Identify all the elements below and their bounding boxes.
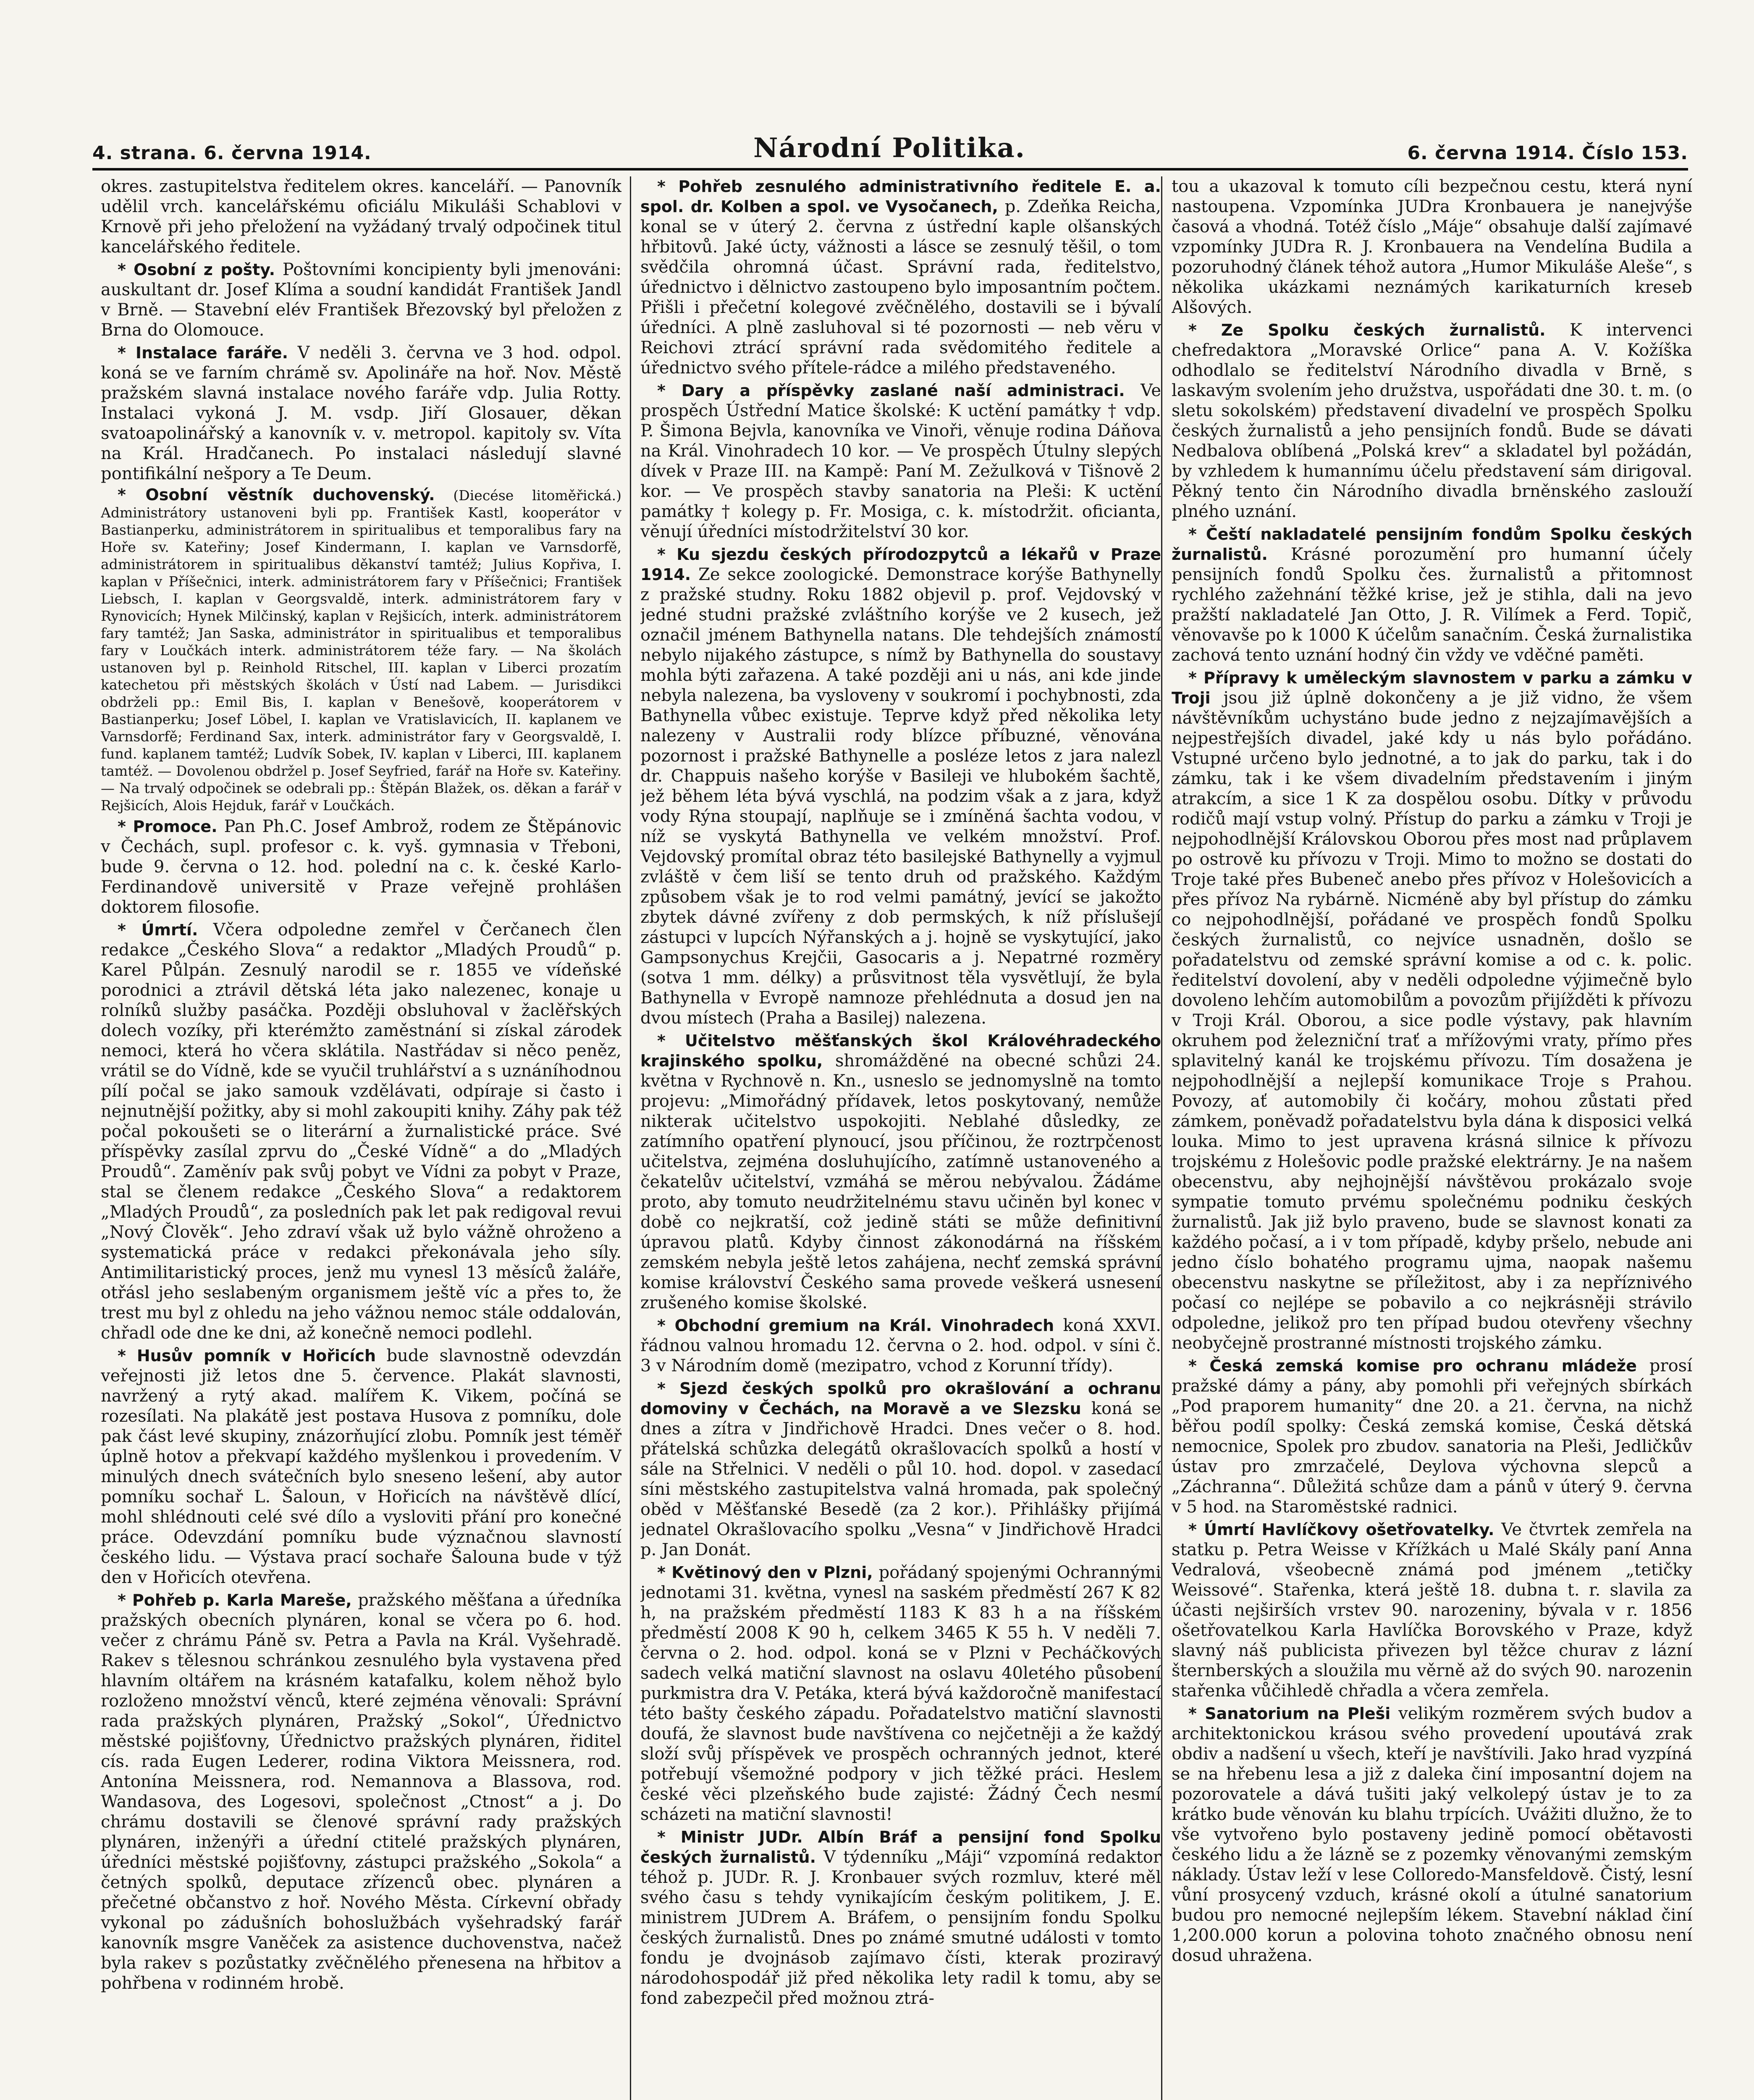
article-body: tou a ukazoval k tomuto cíli bezpečnou cestu, která nyní nastoupena. Vzpomínka JUDra Kronbauera je nanejvýše časová a vhodná. Totéž číslo „Máje“ obsahuje další zajímavé vzpomínky JUDra R. J. Kronbauera na Vendelína Budila a pozoruhodný článek téhož autora „Humor Mikuláše Aleše“, s několika ukázkami neznámých karikaturních kreseb Alšových.	[1172, 177, 1692, 317]
page-header	[92, 126, 1688, 164]
article-headline: * Osobní z pošty.	[118, 260, 275, 279]
article-paragraph	[640, 1315, 1161, 1376]
article-body: Ze sekce zoologické. Demonstrace korýše Bathynelly z pražské studny. Roku 1882 objevil p. prof. Vejdovský v jedné studni pražské zvláštního korýše ve 2 kusech, jež označil jménem Bathynella natans. Dle tehdejších známostí nebylo nijakého zástupce, s nímž by Bathynella do soustavy mohla býti zařazena. A také později ani u nás, ani kde jinde nebyla nalezena, ba vysloveny v soukromí i pochybnosti, zda Bathynella vůbec existuje. Teprve když před několika lety nalezeny v Australii rody blízce příbuzné, věnována pozornost i pražské Bathynelle a posléze letos z jara nalezl dr. Chappuis našeho korýše v Basileji ve hlubokém šachtě, jež během léta bývá vyschlá, na podzim však a z jara, když vody Rýna stoupají, naplňuje se i zmíněná šachta vodou, v níž se vyskytá Bathynella ve velkém množství. Prof. Vejdovský promítal obraz této basilejské Bathynelly a vyjmul zvláště v čem liší se tento druh od pražského. Každým způsobem však je to rod velmi památný, jevící se jakožto zbytek dávné zvířeny z dob permských, k níž příslušejí zástupci v lupcích Nýřanských a j. hojně se vyskytující, jako Gampsonychus Krejčii, Gasocaris a j. Nepatrné rozměry (sotva 1 mm. délky) a průsvitnost těla vysvětlují, že byla Bathynella v Evropě namnoze přehlédnuta a dosud jen na dvou místech (Praha a Basilej) nalezena.	[640, 565, 1161, 1028]
masthead-title: Národní Politika.	[753, 132, 1026, 164]
article-paragraph	[101, 1346, 621, 1588]
article-body: V týdenníku „Máji“ vzpomíná redaktor téhož p. JUDr. R. J. Kronbauer svých rozmluv, které měl svého času s tehdy vynikajícím českým politikem, J. E. ministrem JUDrem A. Bráfem, o pensijním fondu Spolku českých žurnalistů. Dnes po známé smutné události v tomto fondu je dvojnásob zajímavo čísti, kterak proziravý národohospodář již před několika lety radil k tomu, aby se fond zabezpečil před možnou ztrá-	[640, 1848, 1161, 2008]
article-headline: * Pohřeb zesnulého administrativního ředitele E. a. spol. dr. Kolben a spol. ve Vysočanech,	[640, 177, 1161, 216]
article-body: jsou již úplně dokončeny a je již vidno, že všem návštěvníkům uchystáno bude jedno z nejzajímavějších a nejpestřejších divadel, jaké kdy u nás bylo pořádáno. Vstupné určeno bylo jednotné, a to jak do parku, tak i do zámku, tak i ke všem divadelním představením i jiným atrakcím, a sice 1 K za dospělou osobu. Dítky v průvodu rodičů mají vstup volný. Přístup do parku a zámku v Troji je nejpohodlnější Královskou Oborou přes most nad průplavem po ostrově ku přívozu v Troji. Mimo to možno se dostati do Troje také přes Bubeneč anebo přes přívoz v Holešovicích a přes přívoz Na rybárně. Nicméně aby byl přístup do zámku co nejpohodlnější, pořádané ve prospěch fondů Spolku českých žurnalistů, co nejvíce usnadněn, došlo se pořadatelstvu od zemské správní komise a od c. k. polic. ředitelství dovolení, aby v neděli odpoledne výjimečně bylo dovoleno lehčím automobilům a povozům přijížděti k přívozu v Troji Král. Oborou, a sice podle výstavy, pak hlavním okruhem pod železniční trať a mřížovými vraty, přímo přes splavitelný kanál ke trojskému přívozu. Tím dosažena je nejpohodlnější a nejlepší komunikace Troje s Prahou. Povozy, ať automobily či kočáry, mohou zůstati před zámkem, poněvadž pořadatelstvu byla dána k disposici velká louka. Mimo to jest upravena krásná silnice k přívozu trojskému z Holešovic podle pražské elektrárny. Je na našem obecenstvu, aby nejhojnější návštěvou prokázalo svoje sympatie tomuto prvému společnému podniku českých žurnalistů. Jak již bylo praveno, bude se slavnost konati za každého počasí, a i v tom případě, kdyby pršelo, nebude ani jedno číslo bohatého programu ujma, naopak našemu obecenstvu naskytne se příležitost, aby i za nepříznivého počasí co nejlépe se pobavilo a co nejkrásněji strávilo odpoledne, jelikož pro ten případ budou otevřeny všechny neobyčejně prostranné místnosti trojského zámku.	[1172, 688, 1692, 1353]
article-headline: * Osobní věstník duchovenský.	[118, 486, 435, 504]
article-body: okres. zastupitelstva ředitelem okres. kanceláří. — Panovník udělil vrch. kancelářskému oficiálu Mikuláši Schablovi v Krnově při jeho přeložení na vyžádaný trvalý odpočinek titul kancelářského ředitele.	[101, 177, 621, 257]
article-headline: * Dary a příspěvky zaslané naší administraci.	[657, 381, 1125, 400]
article-body: koná XXVI. řádnou valnou hromadu 12. června o 2. hod. odpol. v síni č. 3 v Národním domě (mezipatro, vchod z Korunní třídy).	[640, 1316, 1161, 1376]
article-body: shromážděné na obecné schůzi 24. května v Rychnově n. Kn., usneslo se jednomyslně na tomto projevu: „Mimořádný přídavek, letos poskytovaný, nemůže nikterak učitelstvo uspokojiti. Neblahé důsledky, ze zatímního opatření plynoucí, jsou příčinou, že roztrpčenost učitelstva, zejména dosluhujícího, zatímně ustanoveného a čekatelův učitelství, vzmáhá se měrou nebývalou. Žádáme proto, aby tomuto neudržitelnému stavu učiněn byl konec v době co nejkratší, což jedině státi se může definitivní úpravou platů. Kdyby činnost zákonodárná na říšském zemském nebyla ještě letos zahájena, nechť zemská správní komise království Českého sama provede veškerá usnesení zrušeného komise školské.	[640, 1051, 1161, 1312]
article-paragraph	[640, 1378, 1161, 1560]
article-headline: * Sjezd českých spolků pro okrašlování a ochranu domoviny v Čechách, na Moravě a ve Slezsku	[640, 1379, 1161, 1418]
article-paragraph	[640, 1827, 1161, 2008]
article-headline: * Pohřeb p. Karla Mareše,	[118, 1591, 352, 1609]
article-headline: * Promoce.	[118, 817, 218, 836]
article-paragraph	[101, 343, 621, 484]
article-paragraph	[1172, 1356, 1692, 1517]
column-2	[640, 176, 1161, 2100]
article-paragraph	[1172, 320, 1692, 522]
article-paragraph	[640, 1031, 1161, 1313]
article-body: V neděli 3. června ve 3 hod. odpol. koná se ve farním chrámě sv. Apolináře na hoř. Nov. Městě pražském slavná instalace nového faráře vdp. Julia Rotty. Instalaci vykoná J. M. vsdp. Jiří Glosauer, děkan svatoapolinářský a kanovník v. v. metropol. kapitoly sv. Víta na Král. Hradčanech. Po instalaci následují slavné pontifikální nešpory a Te Deum.	[101, 343, 621, 483]
article-paragraph	[101, 1590, 621, 1993]
column-divider-1	[630, 176, 631, 2100]
article-headline: * Úmrtí Havlíčkovy ošetřovatelky.	[1188, 1520, 1494, 1539]
header-rule	[92, 168, 1688, 171]
article-body: Včera odpoledne zemřel v Čerčanech člen redakce „Českého Slova“ a redaktor „Mladých Proudů“ p. Karel Půlpán. Zesnulý narodil se r. 1855 ve vídeňské porodnici a ztrávil dětská léta jako nalezenec, konaje u rolníků služby pasáčka. Později obsluhoval v žaclěřských dolech vozíky, při kterémžto zaměstnání si získal zárodek nemoci, která ho včera sklátila. Nastřádav si něco peněz, vrátil se do Vídně, kde se vyučil truhlářství a s uznáníhodnou pílí počal se jako samouk vzdělávati, odpíraje si často i nejnutnější požitky, aby si mohl zakoupiti knihy. Záhy pak též počal pokoušeti se o literární a žurnalistické práce. Své příspěvky zasílal zprvu do „České Vídně“ a do „Mladých Proudů“. Zaměnív pak svůj pobyt ve Vídni za pobyt v Praze, stal se členem redakce „Českého Slova“ a redaktorem „Mladých Proudů“, za posledních pak let pak redigoval revui „Nový Člověk“. Jeho zdraví však už bylo vážně ohroženo a systematická práce v redakci překonávala jeho síly. Antimilitaristický proces, jenž mu vynesl 13 měsíců žaláře, otřásl jeho seslabeným organismem ještě víc a přes to, že trest mu byl z ohledu na jeho vážnou nemoc stále oddalován, chřadl ode dne ke dni, až konečně nemoci podlehl.	[101, 920, 621, 1343]
article-paragraph	[1172, 1520, 1692, 1701]
article-paragraph	[640, 544, 1161, 1028]
article-body: bude slavnostně odevzdán veřejnosti již letos dne 5. července. Plakát slavnosti, navržený a rytý akad. malířem K. Vikem, počíná se rozesílati. Na plakátě jest postava Husova z pomníku, dole pak část levé skupiny, znázorňující zlobu. Pomník jest téměř úplně hotov a překvapí každého myšlenkou i provedením. V minulých dnech svátečních bylo sneseno lešení, aby autor pomníku sochař L. Šaloun, v Hořicích na návštěvě dlící, mohl shlédnouti celé své dílo a vysloviti přání pro konečné práce. Odevzdání pomníku bude význačnou slavností českého lidu. — Výstava prací sochaře Šalouna bude v týž den v Hořicích otevřena.	[101, 1346, 621, 1587]
article-paragraph	[640, 381, 1161, 542]
article-headline: * Sanatorium na Pleši	[1188, 1704, 1391, 1723]
article-headline: * Ze Spolku českých žurnalistů.	[1188, 321, 1546, 339]
article-paragraph	[101, 920, 621, 1343]
article-headline: * Česká zemská komise pro ochranu mládeže	[1188, 1357, 1637, 1375]
article-paragraph	[101, 176, 621, 257]
article-paragraph	[101, 260, 621, 340]
header-page-date: 4. strana. 6. června 1914.	[92, 142, 372, 164]
article-body: (Diecése litoměřická.) Administrátory ustanoveni byli pp. František Kastl, kooperátor v Bastianperku, administrátorem in spiritualibus et temporalibus fary na Hoře sv. Kateřiny; Josef Kindermann, I. kaplan ve Varnsdorfě, administrátorem in spiritualibus děkanství tamtéž; Julius Kopřiva, I. kaplan v Příšečnici, interk. administrátorem fary v Příšečnici; František Liebsch, I. kaplan v Georgsvaldě, interk. administrátorem fary v Rynovicích; Hynek Milčinský, kaplan v Rejšicích, interk. administrátorem fary tamtéž; Jan Saska, administrátor in spiritualibus et temporalibus fary v Loučkách interk. administrátorem téže fary. — Na školách ustanoven byl p. Reinhold Ritschel, III. kaplan v Liberci prozatím katechetou při městských školách v Ústí nad Labem. — Jurisdikci obdrželi pp.: Emil Bis, I. kaplan v Benešově, kooperátorem v Bastianperku; Josef Löbel, I. kaplan ve Vratislavicích, II. kaplanem ve Varnsdorfě; Ferdinand Sax, interk. administrátor fary v Georgsvaldě, I. fund. kaplanem tamtéž; Ludvík Sobek, IV. kaplan v Liberci, III. kaplanem tamtéž. — Dovolenou obdržel p. Josef Seyfried, farář na Hoře sv. Kateřiny. — Na trvalý odpočinek se odebrali pp.: Štěpán Blažek, os. děkan a farář v Rejšicích, Alois Hejduk, farář v Loučkách.	[101, 487, 621, 814]
article-headline: * Květinový den v Plzni,	[657, 1563, 873, 1582]
article-headline: * Učitelstvo měšťanských škol Královéhradeckého krajinského spolku,	[640, 1032, 1161, 1070]
article-body: koná se dnes a zítra v Jindřichově Hradci. Dnes večer o 8. hod. přátelská schůzka delegátů okrašlovacích spolků a hostí v sále na Střelnici. V neděli o půl 10. hod. dopol. v zasedací síni městského zastupitelstva valná hromada, pak společný oběd v Měšťanské Besedě (za 2 kor.). Přihlášky přijímá jednatel Okrašlovacího spolku „Vesna“ v Jindřichově Hradci p. Jan Donát.	[640, 1399, 1161, 1559]
article-headline: * Instalace faráře.	[118, 344, 288, 362]
article-paragraph	[640, 1562, 1161, 1824]
article-paragraph	[101, 816, 621, 917]
article-body: Ve čtvrtek zemřela na statku p. Petra Weisse v Křížkách u Malé Skály paní Anna Vedralová, všeobecně známá pod jménem „tetičky Weissové“. Stařenka, která ještě 18. dubna t. r. slavila za účasti nejširších vrstev 90. narozeniny, bývala v r. 1856 ošetřovatelkou Karla Havlíčka Borovského v Praze, když slavný náš publicista přivezen byl těžce churav z lázní šternberských a sloužila mu věrně až do svých 90. narozenin stařenka vůčihledě chřadla a včera zemřela.	[1172, 1520, 1692, 1701]
column-1	[101, 176, 621, 2100]
article-body: p. Zdeňka Reicha, konal se v úterý 2. června z ústřední kaple olšanských hřbitovů. Jaké úcty, vážnosti a lásce se zesnulý těšil, o tom svědčila ohromná účast. Správní rada, ředitelstvo, úřednictvo i dělnictvo zastoupeno bylo imposantním počtem. Přišli i přečetní kolegové zvěčnělého, dostavili se i bývalí úředníci. A plně zasluhoval si té pozornosti — neb věru v Reichovi ztrácí správní rada svědomitého ředitele a úřednictvo svého přítele-rádce a milého představeného.	[640, 197, 1161, 378]
header-issue-number: 6. června 1914. Číslo 153.	[1407, 142, 1688, 164]
article-paragraph	[1172, 1704, 1692, 1966]
article-body: Ve prospěch Ústřední Matice školské: K uctění památky † vdp. P. Šimona Bejvla, kanovníka ve Vinoři, věnuje rodina Dáňova na Král. Vinohradech 10 kor. — Ve prospěch Útulny slepých dívek v Praze III. na Kampě: Paní M. Zežulková v Tišnově 2 kor. — Ve prospěch stavby sanatoria na Pleši: K uctění památky † kolegy p. Fr. Mosiga, c. k. místodržit. oficianta, věnují úředníci místodržitelství 30 kor.	[640, 381, 1161, 541]
article-headline: * Ku sjezdu českých přírodozpytců a lékařů v Praze 1914.	[640, 545, 1161, 584]
article-paragraph	[640, 176, 1161, 378]
article-paragraph	[101, 486, 621, 814]
article-paragraph	[1172, 524, 1692, 665]
article-body: Poštovními koncipienty byli jmenováni: auskultant dr. Josef Klíma a soudní kandidát František Jandl v Brně. — Stavební elév František Březovský byl přeložen z Brna do Olomouce.	[101, 260, 621, 340]
article-headline: * Obchodní gremium na Král. Vinohradech	[657, 1316, 1054, 1335]
article-headline: * Ministr JUDr. Albín Bráf a pensijní fond Spolku českých žurnalistů.	[640, 1828, 1161, 1866]
column-3	[1172, 176, 1692, 2100]
article-headline: * Husův pomník v Hořicích	[118, 1347, 376, 1365]
article-paragraph	[1172, 668, 1692, 1353]
article-body: K intervenci chefredaktora „Moravské Orlice“ pana A. V. Kožíška odhodlalo se ředitelství Národního divadla v Brně, s laskavým svolením jeho družstva, uspořádati dne 30. t. m. (o sletu sokolském) představení divadelní ve prospěch Spolku českých žurnalistů a jeho pensijních fondů. Bude se dávati Nedbalova oblíbená „Polská krev“ a skladatel byl požádán, by vzhledem k humannímu účelu představení sám dirigoval. Pěkný tento čin Národního divadla brněnského zaslouží plného uznání.	[1172, 320, 1692, 521]
article-headline: * Čeští nakladatelé pensijním fondům Spolku českých žurnalistů.	[1172, 525, 1692, 564]
article-body: velikým rozměrem svých budov a architektonickou krásou svého provedení upoutává zrak obdiv a nadšení u všech, kteří je navštívili. Jako hrad vyzpíná se na hřebenu lesa a již z daleka činí imposantní dojem na pozorovatele a dává tušiti jaký velkolepý ústav je to za krátko bude věnován ku blahu trpících. Uvážiti dlužno, že to vše vytvořeno bylo postaveny jedině pomocí obětavosti českého lidu a že lázně se z pozemky věnovanými zemským náklady. Ústav leží v lese Colloredo-Mansfeldově. Čistý, lesní vůní prosycený vzduch, krásné okolí a útulné sanatorium budou pro nemocné nejlepším lékem. Stavební náklad činí 1,200.000 korun a polovina tohoto značného obnosu není dosud uhražena.	[1172, 1704, 1692, 1965]
article-body: Krásné porozumění pro humanní účely pensijních fondů Spolku čes. žurnalistů a přitomnost rychlého zažehnání těžké krise, jež je stihla, dali na jevo pražští nakladatelé Jan Otto, J. R. Vilímek a Ferd. Topič, věnovavše po k 1000 K účelům sanačním. Česká žurnalistika zachová tento uznání hodný čin vždy ve vděčné paměti.	[1172, 545, 1692, 665]
article-paragraph	[1172, 176, 1692, 318]
article-body: pořádaný spojenými Ochrannými jednotami 31. května, vynesl na saském předměstí 267 K 82 h, na pražském předměstí 1183 K 83 h a na říšském předměstí 2008 K 90 h, celkem 3465 K 55 h. V neděli 7. června o 2. hod. odpol. koná se v Plzni v Pecháčkových sadech velká matiční slavnost na oslavu 40letého působení purkmistra dra V. Petáka, která bývá každoročně manifestací této bašty českého západu. Pořadatelstvo matiční slavnosti doufá, že slavnost bude navštívena co nejčetněji a že každý složí svůj příspěvek ve prospěch ochranných jednot, které potřebují všemožné podpory v jich těžké práci. Heslem české věci plzeňského bude zajisté: Žádný Čech nesmí scházeti na matiční slavnosti!	[640, 1563, 1161, 1824]
article-headline: * Přípravy k uměleckým slavnostem v parku a zámku v Troji	[1172, 669, 1692, 707]
column-divider-2	[1161, 176, 1162, 2100]
article-body: pražského měšťana a úředníka pražských obecních plynáren, konal se včera po 6. hod. večer z chrámu Páně sv. Petra a Pavla na Král. Vyšehradě. Rakev s tělesnou schránkou zesnulého byla vystavena před hlavním oltářem na krásném katafalku, kolem něhož bylo rozloženo množství věnců, které zejména věnovali: Správní rada pražských plynáren, Pražský „Sokol“, Úřednictvo městské pojišťovny, Úřednictvo pražských plynáren, řiditel cís. rada Eugen Lederer, rodina Viktora Meissnera, rod. Antonína Meissnera, rod. Nemannova a Blassova, rod. Wandasova, des Logesovi, společnost „Ctnost“ a j. Do chrámu dostavili se členové správní rady pražských plynáren, inženýři a úřední ctitelé pražských plynáren, úředníci městské pojišťovny, zástupci pražského „Sokola“ a četných spolků, deputace zřízenců obec. plynáren a přečetné občanstvo z hoř. Nového Města. Církevní obřady vykonal po zádušních bohoslužbách vyšehradský farář kanovník msgre Vaněček za asistence duchovenstva, načež byla rakev s pozůstatky zvěčnělého přenesena na hřbitov a pohřbena v rodinném hrobě.	[101, 1591, 621, 1993]
article-body: prosí pražské dámy a pány, aby pomohli při veřejných sbírkách „Pod praporem humanity“ dne 20. a 21. června, na nichž běřou podíl spolky: Česká zemská komise, Česká dětská nemocnice, Spolek pro zbudov. sanatoria na Pleši, Jedličkův ústav pro zmrzačelé, Deylova výchovna slepců a „Záchranna“. Důležitá schůze dam a pánů v úterý 9. června v 5 hod. na Staroměstské radnici.	[1172, 1356, 1692, 1517]
article-body: Pan Ph.C. Josef Ambrož, rodem ze Štěpánovic v Čechách, supl. profesor c. k. vyš. gymnasia v Třeboni, bude 9. června o 12. hod. polední na c. k. české Karlo-Ferdinandově universitě v Praze veřejně prohlášen doktorem filosofie.	[101, 817, 621, 917]
article-headline: * Úmrtí.	[118, 921, 198, 939]
